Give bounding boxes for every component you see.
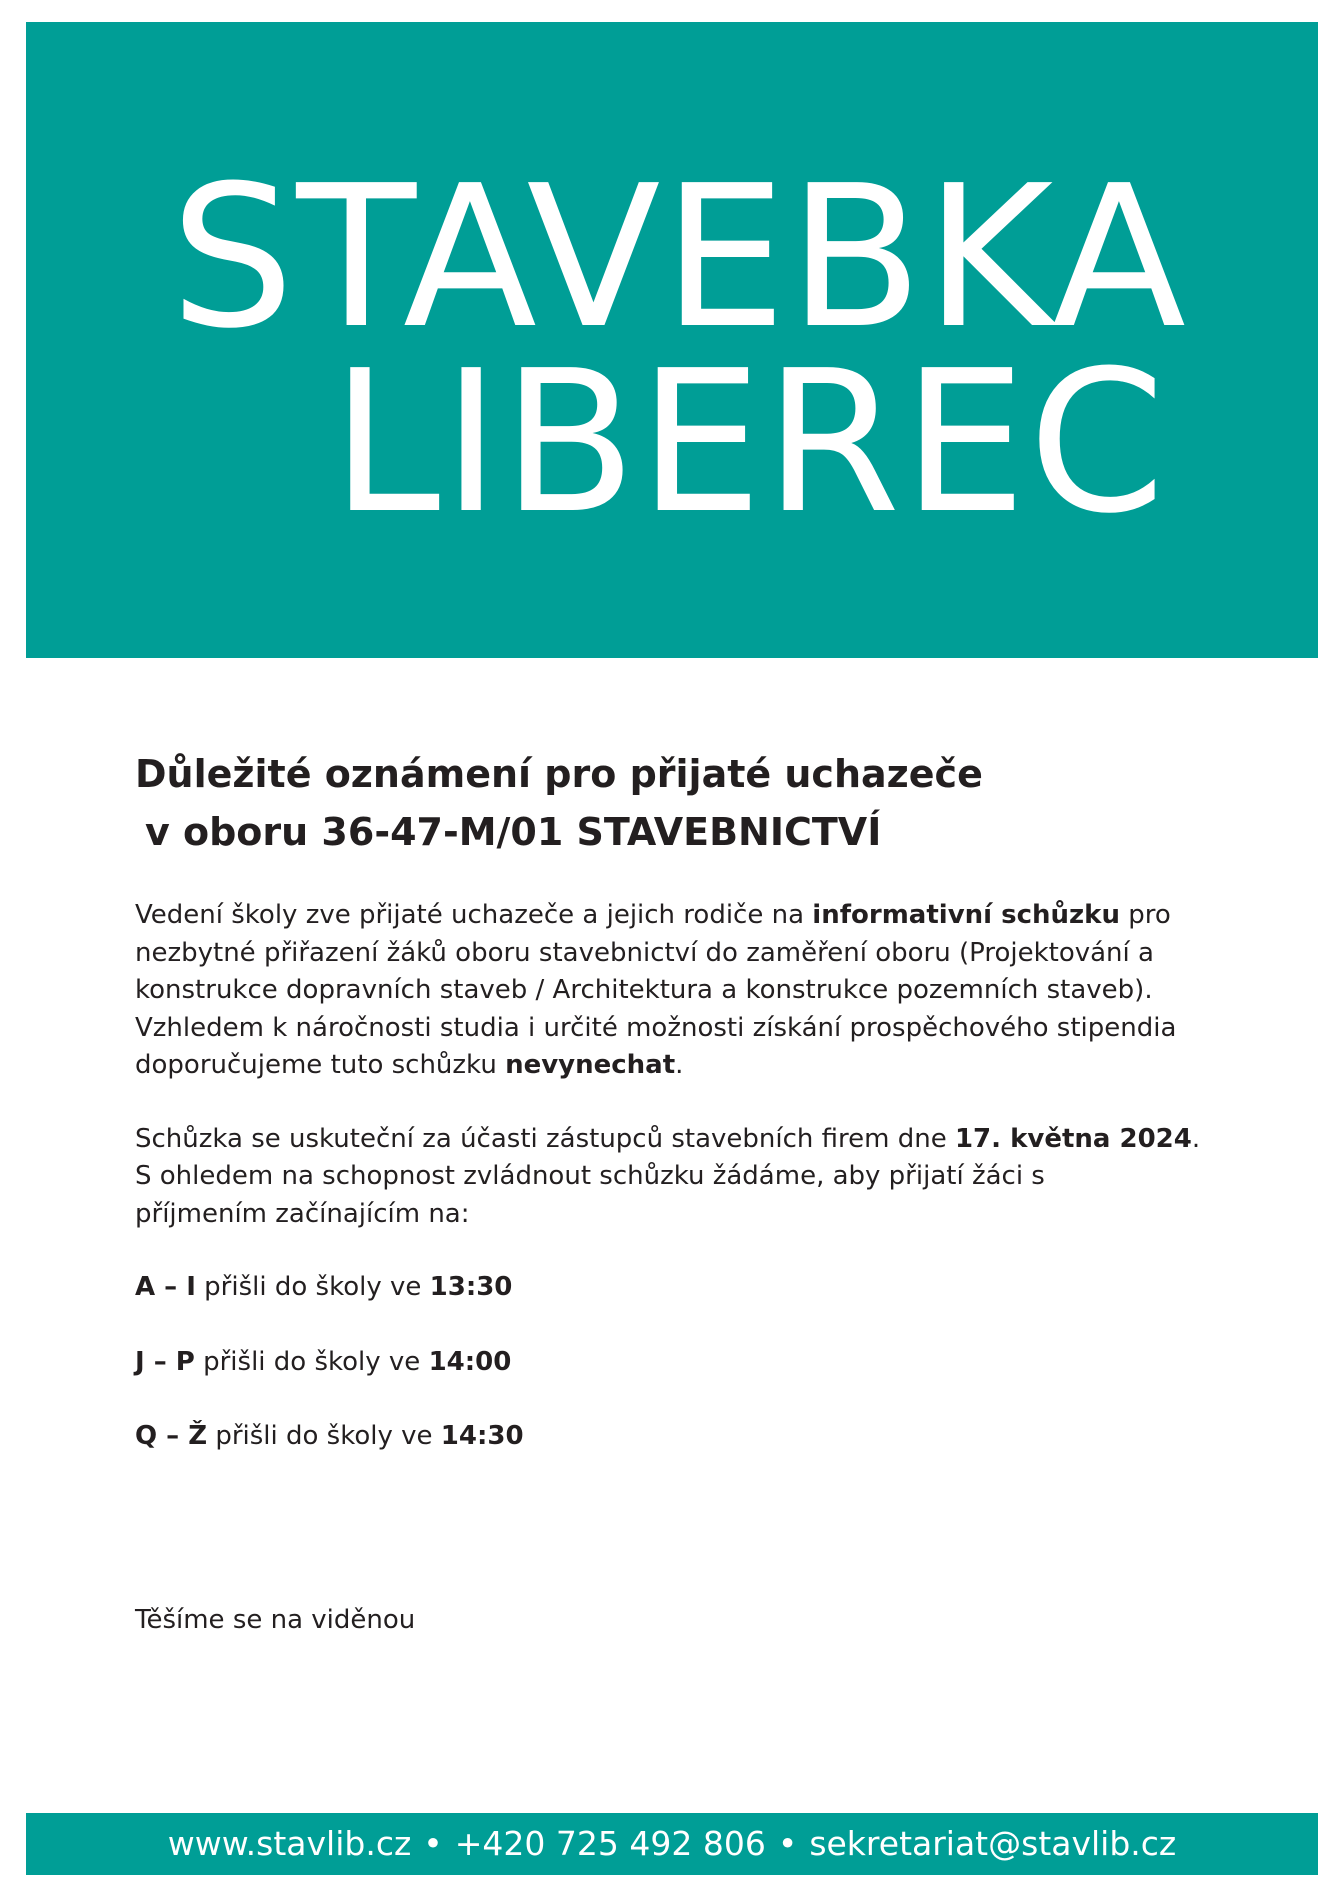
meeting-text-line-3: příjmením začínajícím na: [135, 1198, 470, 1229]
intro-paragraph [135, 897, 1235, 1085]
meeting-paragraph [135, 1121, 1235, 1234]
logo-banner [26, 22, 1318, 658]
title-line-2: v oboru 36-47-M/01 STAVEBNICTVÍ [145, 810, 882, 854]
slot-text: přišli do školy ve [194, 1346, 429, 1377]
slot-range: A – I [135, 1272, 196, 1302]
slot-time: 14:30 [440, 1421, 524, 1451]
logo-text-line-1: STAVEBKA [170, 144, 1189, 372]
meeting-text-1: Schůzka se uskuteční za účasti zástupců stavebních firem dne [135, 1123, 955, 1154]
meeting-text-line-2: S ohledem na schopnost zvládnout schůzku žádáme, aby přijatí žáci s [135, 1161, 1045, 1191]
intro-emphasis-dont-miss: nevynechat [505, 1050, 676, 1080]
time-slot [135, 1418, 1235, 1456]
email-link[interactable]: sekretariat@stavlib.cz [809, 1824, 1177, 1863]
closing-line: Těšíme se na viděnou [135, 1605, 416, 1635]
meeting-text-2: . [1191, 1123, 1201, 1154]
footer-separator: • [777, 1824, 798, 1863]
up-arrow-icon [322, 172, 432, 552]
footer-separator: • [423, 1824, 443, 1863]
slot-text: přišli do školy ve [195, 1272, 430, 1302]
title-line-1: Důležité oznámení pro přijaté uchazeče [135, 752, 983, 796]
page-title [135, 745, 1235, 861]
website-link[interactable]: www.stavlib.cz [167, 1824, 412, 1863]
intro-text-2: pro nezbytné přiřazení žáků oboru stavebnictví do zaměření oboru (Projektování a konstrukce dopravních staveb / Architektura a konstrukce pozemních staveb). Vzhledem k náročnosti studia i určité možnosti získání prospěchového stipendia doporučujeme tuto schůzku [135, 900, 1177, 1080]
logo-text-line-2: LIBEREC [331, 329, 1168, 557]
intro-text-3: . [675, 1050, 684, 1080]
slot-time: 13:30 [429, 1272, 513, 1302]
main-content [135, 745, 1235, 1456]
meeting-date: 17. května 2024 [954, 1123, 1192, 1154]
intro-emphasis-meeting: informativní schůzku [812, 900, 1120, 930]
time-slot [135, 1344, 1235, 1382]
contact-footer [26, 1813, 1318, 1875]
phone-number[interactable]: +420 725 492 806 [454, 1824, 766, 1863]
slot-text: přišli do školy ve [207, 1421, 441, 1451]
time-slot [135, 1269, 1235, 1307]
intro-text-1: Vedení školy zve přijaté uchazeče a jejich rodiče na [135, 900, 813, 930]
slot-range: Q – Ž [135, 1421, 208, 1451]
slot-range: J – P [135, 1346, 195, 1377]
slot-time: 14:00 [428, 1346, 512, 1377]
